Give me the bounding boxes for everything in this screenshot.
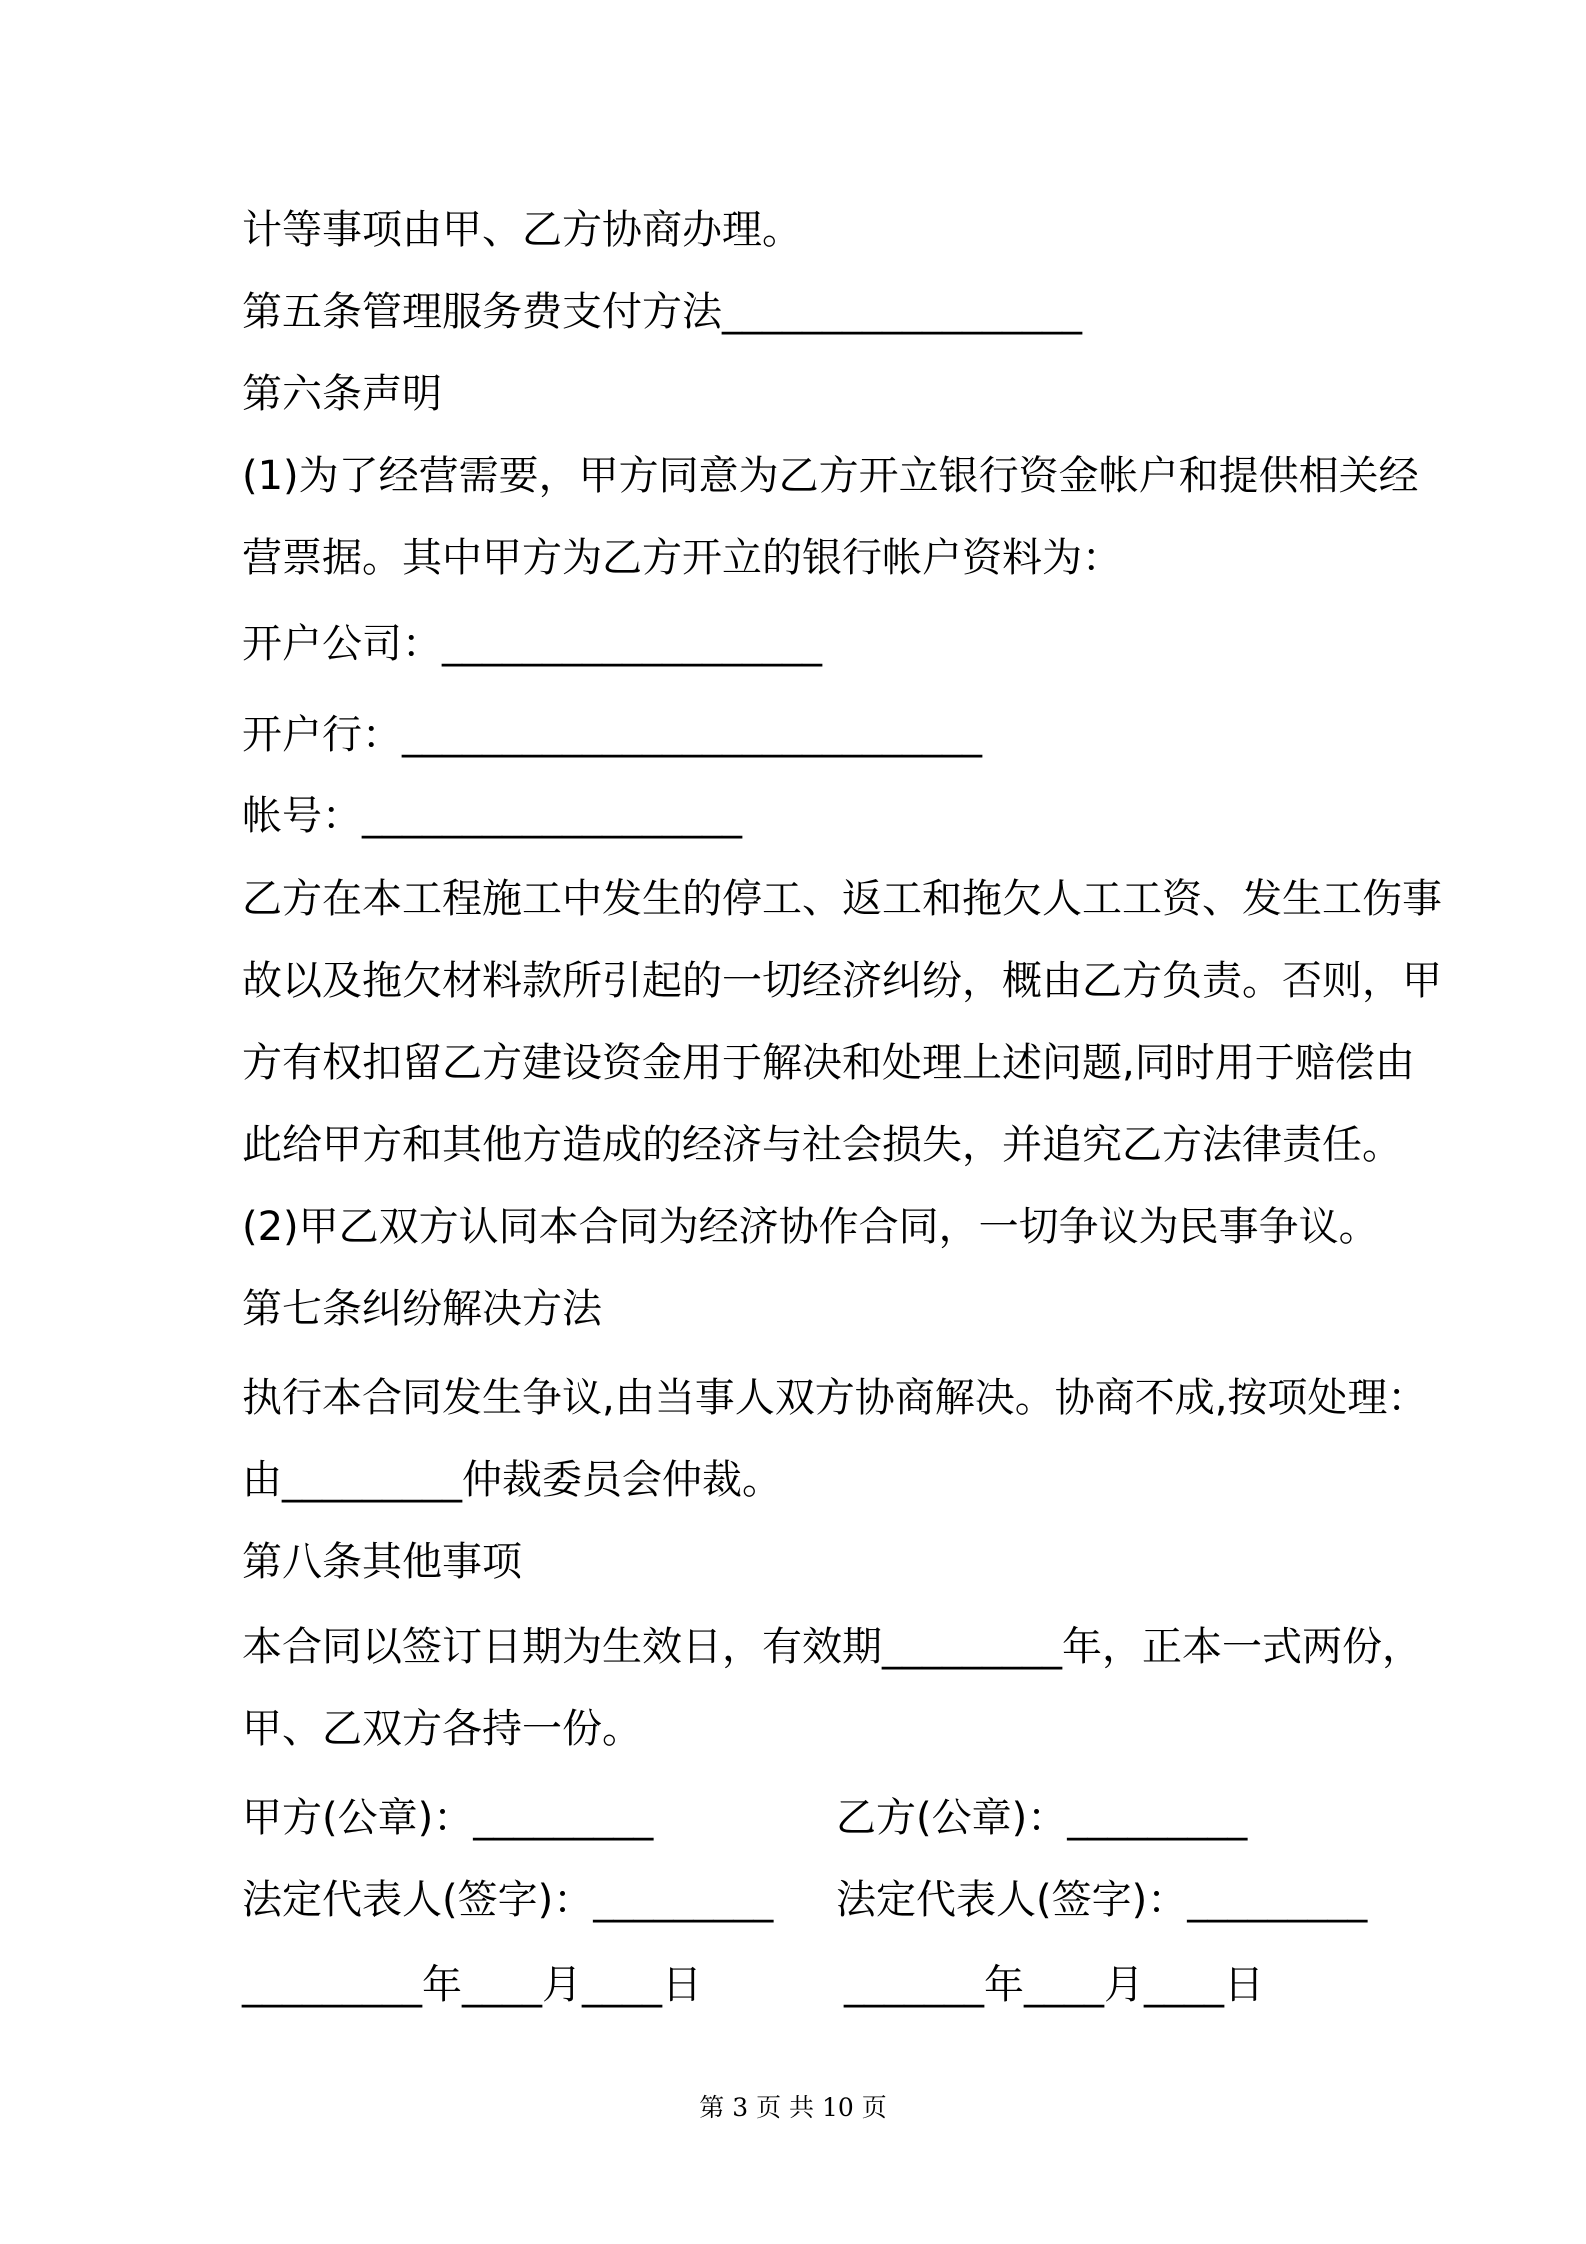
text-line-1: 计等事项由甲、乙方协商办理。 (242, 207, 802, 253)
text-line-18: 本合同以签订日期为生效日，有效期_________年，正本一式两份， (242, 1624, 1422, 1670)
party-a-representative: 法定代表人(签字)：_________ (242, 1877, 774, 1923)
text-line-12: 此给甲方和其他方造成的经济与社会损失，并追究乙方法律责任。 (242, 1122, 1402, 1168)
party-b-date: _______年____月____日 (844, 1962, 1264, 2008)
text-line-13: (2)甲乙双方认同本合同为经济协作合同，一切争议为民事争议。 (242, 1204, 1379, 1250)
text-line-14: 第七条纠纷解决方法 (242, 1286, 602, 1332)
party-a-date: _________年____月____日 (242, 1962, 702, 2008)
text-line-4: (1)为了经营需要，甲方同意为乙方开立银行资金帐户和提供相关经 (242, 453, 1419, 499)
text-line-19: 甲、乙双方各持一份。 (242, 1706, 642, 1752)
text-line-17: 第八条其他事项 (242, 1539, 522, 1585)
text-line-7: 开户行：_____________________________ (242, 712, 982, 758)
party-a-seal: 甲方(公章)：_________ (242, 1795, 654, 1841)
party-b-seal: 乙方(公章)：_________ (836, 1795, 1248, 1841)
text-line-10: 故以及拖欠材料款所引起的一切经济纠纷，概由乙方负责。否则，甲 (242, 958, 1442, 1004)
party-b-representative: 法定代表人(签字)：_________ (836, 1877, 1368, 1923)
text-line-6: 开户公司：___________________ (242, 621, 822, 667)
text-line-3: 第六条声明 (242, 371, 442, 417)
text-line-15: 执行本合同发生争议,由当事人双方协商解决。协商不成,按项处理： (242, 1375, 1428, 1421)
text-line-9: 乙方在本工程施工中发生的停工、返工和拖欠人工工资、发生工伤事 (242, 876, 1442, 922)
text-line-5: 营票据。其中甲方为乙方开立的银行帐户资料为： (242, 535, 1122, 581)
text-line-2: 第五条管理服务费支付方法__________________ (242, 289, 1082, 335)
text-line-16: 由_________仲裁委员会仲裁。 (242, 1457, 782, 1503)
text-line-11: 方有权扣留乙方建设资金用于解决和处理上述问题,同时用于赔偿由 (242, 1040, 1415, 1086)
text-line-8: 帐号：___________________ (242, 793, 742, 839)
page-number-footer: 第 3 页 共 10 页 (699, 2093, 887, 2122)
